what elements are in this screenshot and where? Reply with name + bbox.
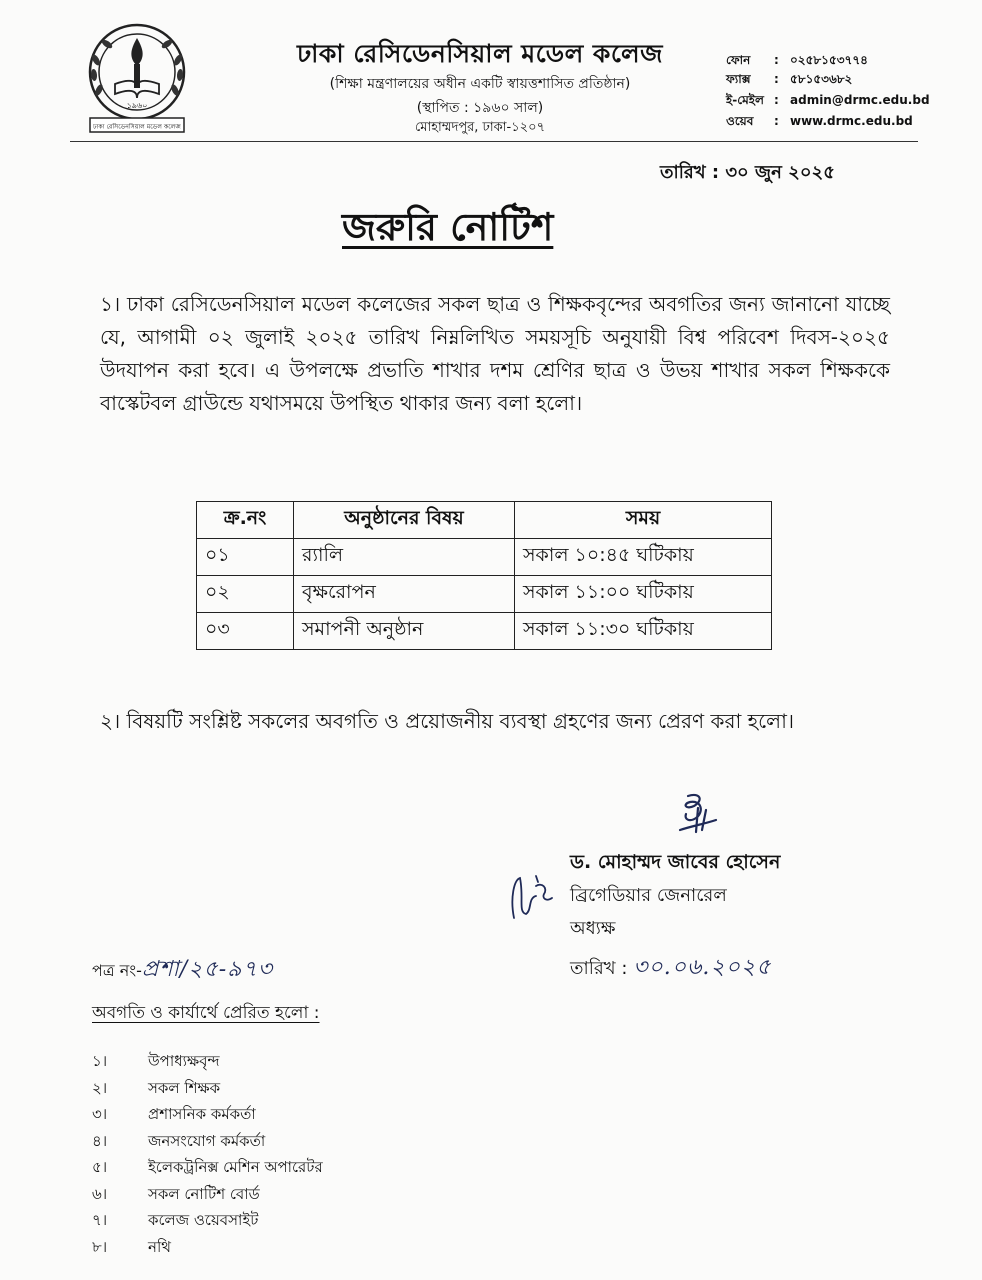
list-item [92, 1077, 323, 1104]
signatory-post: অধ্যক্ষ [570, 918, 616, 939]
logo-banner-text: ঢাকা রেসিডেনসিয়াল মডেল কলেজ [93, 123, 181, 131]
table-header-time: সময় [515, 502, 772, 539]
phone-separator: : [774, 53, 779, 67]
college-address: মোহাম্মদপুর, ঢাকা-১২০৭ [414, 120, 546, 135]
list-item-number: ৭। [92, 1211, 108, 1229]
list-item-number: ৩। [92, 1105, 108, 1123]
list-item [92, 1156, 323, 1183]
list-item-number: ৬। [92, 1184, 108, 1203]
list-item-text: ইলেকট্রনিক্স মেশিন অপারেটর [148, 1158, 323, 1176]
table-row [197, 576, 772, 613]
memo-label: পত্র নং- [92, 961, 142, 980]
list-item-text: প্রশাসনিক কর্মকর্তা [148, 1105, 256, 1123]
cell-time: সকাল ১১:৩০ ঘটিকায় [515, 613, 772, 650]
header-divider [70, 141, 918, 142]
fax-label: ফ্যাক্স [726, 72, 751, 86]
fax-separator: : [774, 72, 779, 86]
signature-date-label: তারিখ : [570, 958, 628, 979]
cell-serial: ০৩ [197, 613, 294, 650]
schedule-table [196, 501, 772, 650]
signature-date-handwritten: ৩০.০৬.২০২৫ [633, 955, 772, 980]
initial-mark [506, 868, 562, 924]
table-row [197, 613, 772, 650]
cell-time: সকাল ১০:৪৫ ঘটিকায় [515, 539, 772, 576]
cell-serial: ০১ [197, 539, 294, 576]
email-separator: : [774, 93, 779, 107]
web-label: ওয়েব [726, 114, 754, 128]
college-name: ঢাকা রেসিডেনসিয়াল মডেল কলেজ [297, 39, 663, 68]
phone-value: ০২৫৮১৫৩৭৭৪ [790, 53, 868, 67]
phone-label: ফোন [726, 53, 751, 67]
list-item-text: জনসংযোগ কর্মকর্তা [148, 1131, 266, 1150]
email-value: admin@drmc.edu.bd [790, 93, 930, 107]
email-label: ই-মেইল [726, 93, 764, 107]
distribution-list [92, 1050, 323, 1262]
list-item [92, 1209, 323, 1236]
list-item [92, 1130, 323, 1157]
list-item-text: কলেজ ওয়েবসাইট [148, 1211, 259, 1229]
distribution-title: অবগতি ও কার্যার্থে প্রেরিত হলো : [92, 1003, 320, 1023]
list-item-number: ৪। [92, 1131, 108, 1150]
signature-date [570, 950, 772, 987]
web-separator: : [774, 114, 779, 128]
table-header-serial: ক্র.নং [197, 502, 294, 539]
notice-paragraph-1: ১। ঢাকা রেসিডেনসিয়াল মডেল কলেজের সকল ছাত্র ও শিক্ষকবৃন্দের অবগতির জন্য জানানো যাচ্ছে যে, আগামী ০২ জুলাই ২০২৫ তারিখ নিম্নলিখিত সময়সূচি অনুযায়ী বিশ্ব পরিবেশ দিবস-২০২৫ উদযাপন করা হবে। এ উপলক্ষে প্রভাতি শাখার দশম শ্রেণির ছাত্র ও উভয় শাখার সকল শিক্ষককে বাস্কেটবল গ্রাউন্ডে যথাসময়ে উপস্থিত থাকার জন্য বলা হলো। [100, 292, 890, 415]
list-item-text: সকল নোটিশ বোর্ড [148, 1184, 260, 1203]
notice-title: জরুরি নোটিশ [342, 205, 554, 249]
list-item-text: উপাধ্যক্ষবৃন্দ [148, 1052, 220, 1070]
list-item [92, 1103, 323, 1130]
signatory-rank: ব্রিগেডিয়ার জেনারেল [570, 885, 727, 906]
logo-year: ১৯৬০ [126, 101, 148, 110]
cell-serial: ০২ [197, 576, 294, 613]
contact-phone [726, 52, 868, 72]
list-item-number: ৫। [92, 1158, 108, 1176]
cell-event: বৃক্ষরোপন [294, 576, 515, 613]
contact-fax [726, 71, 852, 91]
signatory-name: ড. মোহাম্মদ জাবের হোসেন [570, 851, 781, 873]
signature-mark [660, 790, 730, 838]
list-item-text: নথি [148, 1237, 171, 1256]
table-header-event: অনুষ্ঠানের বিষয় [294, 502, 515, 539]
fax-value: ৫৮১৫৩৬৮২ [790, 72, 853, 86]
cell-time: সকাল ১১:০০ ঘটিকায় [515, 576, 772, 613]
list-item [92, 1183, 323, 1210]
memo-number [92, 952, 273, 989]
college-subtitle: (শিক্ষা মন্ত্রণালয়ের অধীন একটি স্বায়ত্তশাসিত প্রতিষ্ঠান) [329, 76, 631, 92]
contact-web [726, 113, 913, 133]
web-value: www.drmc.edu.bd [790, 114, 913, 128]
college-logo [82, 20, 192, 138]
notice-date: তারিখ : ৩০ জুন ২০২৫ [660, 162, 835, 183]
list-item-number: ৮। [92, 1237, 108, 1256]
table-header-row [197, 502, 772, 539]
list-item-text: সকল শিক্ষক [148, 1078, 221, 1097]
notice-paragraph-2: ২। বিষয়টি সংশ্লিষ্ট সকলের অবগতি ও প্রয়োজনীয় ব্যবস্থা গ্রহণের জন্য প্রেরণ করা হলো। [100, 709, 795, 733]
memo-handwritten: প্রশা/২৫-৯৭৩ [141, 957, 274, 982]
cell-event: সমাপনী অনুষ্ঠান [294, 613, 515, 650]
list-item-number: ১। [92, 1052, 108, 1070]
list-item [92, 1236, 323, 1263]
table-row [197, 539, 772, 576]
contact-email [726, 92, 930, 112]
list-item-number: ২। [92, 1078, 108, 1097]
cell-event: র‍্যালি [294, 539, 515, 576]
list-item [92, 1050, 323, 1077]
established-year: (স্থাপিত : ১৯৬০ সাল) [416, 100, 544, 116]
